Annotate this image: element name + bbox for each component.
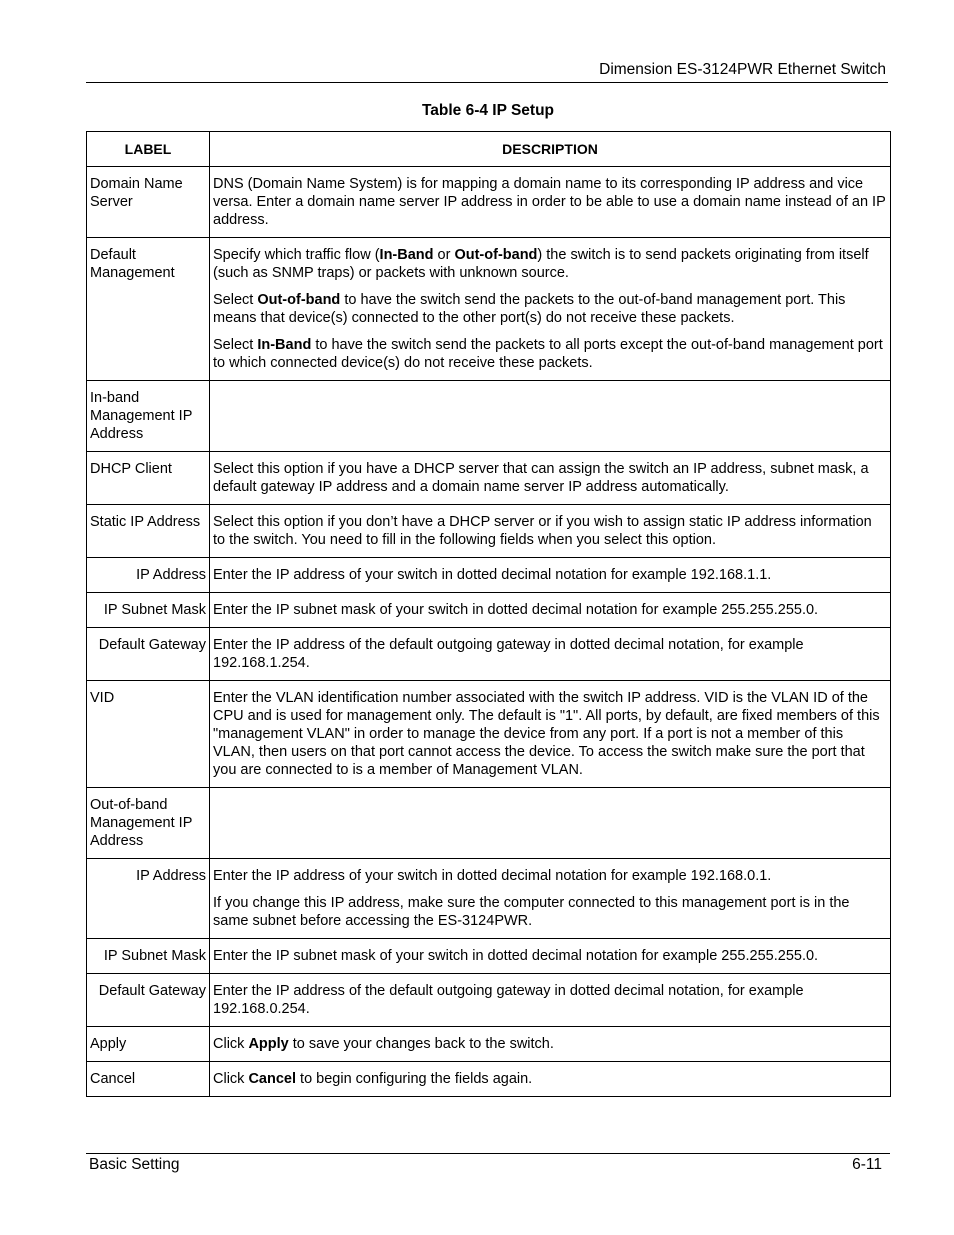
bold-term: Apply [248,1036,289,1052]
row-label: Default Management [87,238,210,381]
description-column-header: DESCRIPTION [210,132,891,167]
description-text: ) the switch is to send packets originating from itself (such as SNMP traps) or packets with unknown source. [213,247,869,281]
row-description [210,452,891,505]
page-header [86,60,888,83]
table-row [87,974,891,1027]
table-row [87,939,891,974]
bold-term: Cancel [248,1071,297,1087]
row-description [210,939,891,974]
description-text: Select this option if you don’t have a DHCP server or if you wish to assign static IP address information to the switch. You need to fill in the following fields when you select this option. [213,514,872,548]
row-description [210,974,891,1027]
description-text: Enter the IP address of the default outgoing gateway in dotted decimal notation, for example 192.168.0.254. [213,983,804,1017]
row-label: Domain Name Server [87,167,210,238]
row-label: IP Subnet Mask [87,939,210,974]
row-label: DHCP Client [87,452,210,505]
table-row [87,238,891,381]
row-label: In-band Management IP Address [87,381,210,452]
description-text: Enter the IP subnet mask of your switch in dotted decimal notation for example 255.255.255.0. [213,602,819,618]
table-row [87,1027,891,1062]
table-header-row [87,132,891,167]
description-paragraph [213,689,886,779]
table-row [87,167,891,238]
description-text: Enter the IP address of the default outgoing gateway in dotted decimal notation, for example 192.168.1.254. [213,637,804,671]
description-paragraph [213,601,886,619]
bold-term: Out-of-band [454,247,538,263]
description-paragraph [213,1070,886,1088]
description-paragraph [213,894,886,930]
table-body [87,167,891,1097]
label-column-header: LABEL [87,132,210,167]
description-text: to save your changes back to the switch. [288,1036,554,1052]
row-description [210,505,891,558]
row-description [210,167,891,238]
description-paragraph [213,175,886,229]
row-description [210,788,891,859]
row-label: Out-of-band Management IP Address [87,788,210,859]
description-text: to have the switch send the packets to all ports except the out-of-band management port to which connected device(s) do not receive these packets. [213,337,883,371]
description-paragraph [213,513,886,549]
description-text: DNS (Domain Name System) is for mapping a domain name to its corresponding IP address and vice versa. Enter a domain name server IP address in order to be able to use a domain name instead of an IP address. [213,176,886,228]
footer-section: Basic Setting [89,1156,180,1173]
description-text: Click [213,1036,249,1052]
page-number: 6-11 [852,1156,882,1173]
row-description [210,238,891,381]
page-footer [86,1153,890,1173]
row-description [210,593,891,628]
description-text: or [433,247,455,263]
table-row [87,505,891,558]
table-caption: Table 6-4 IP Setup [421,102,555,119]
description-paragraph [213,336,886,372]
row-description [210,1027,891,1062]
row-label: Static IP Address [87,505,210,558]
description-paragraph [213,867,886,885]
table-row [87,628,891,681]
description-text: Enter the IP subnet mask of your switch in dotted decimal notation for example 255.255.255.0. [213,948,819,964]
header-title: Dimension ES-3124PWR Ethernet Switch [599,61,886,78]
description-paragraph [213,460,886,496]
row-description [210,628,891,681]
row-label: Default Gateway [87,628,210,681]
table-row [87,452,891,505]
row-label: Cancel [87,1062,210,1097]
description-paragraph [213,246,886,282]
description-paragraph [213,982,886,1018]
bold-term: Out-of-band [257,292,341,308]
row-label: IP Address [87,859,210,939]
row-label: Default Gateway [87,974,210,1027]
table-row [87,593,891,628]
description-text: Specify which traffic flow ( [213,247,380,263]
row-label: VID [87,681,210,788]
description-paragraph [213,947,886,965]
row-description [210,558,891,593]
description-paragraph [213,1035,886,1053]
row-label: IP Address [87,558,210,593]
row-label: IP Subnet Mask [87,593,210,628]
ip-setup-table [86,131,891,1097]
description-text: If you change this IP address, make sure the computer connected to this management port is in the same subnet before accessing the ES-3124PWR. [213,895,850,929]
description-text: Select [213,292,258,308]
row-description [210,1062,891,1097]
bold-term: In-Band [257,337,312,353]
description-text: Enter the VLAN identification number associated with the switch IP address. VID is the VLAN ID of the CPU and is used for management only. The default is "1". All ports, by default, are fixed members of this "management VLAN" in order to manage the device from any port. If a port is not a member of this VLAN, then users on that port cannot access the device. To access the switch make sure the port that you are connected to is a member of Management VLAN. [213,690,880,778]
description-text: to have the switch send the packets to the out-of-band management port. This means that device(s) connected to the other port(s) do not receive these packets. [213,292,846,326]
description-text: Select [213,337,258,353]
description-text: to begin configuring the fields again. [296,1071,533,1087]
description-text: Click [213,1071,249,1087]
row-description [210,681,891,788]
description-text: Enter the IP address of your switch in dotted decimal notation for example 192.168.0.1. [213,868,772,884]
description-paragraph [213,636,886,672]
table-row [87,681,891,788]
description-paragraph [213,566,886,584]
table-row [87,859,891,939]
row-description [210,859,891,939]
bold-term: In-Band [379,247,434,263]
table-row [87,381,891,452]
row-label: Apply [87,1027,210,1062]
table-row [87,558,891,593]
description-text: Enter the IP address of your switch in dotted decimal notation for example 192.168.1.1. [213,567,772,583]
description-text: Select this option if you have a DHCP server that can assign the switch an IP address, subnet mask, a default gateway IP address and a domain name server IP address automatically. [213,461,869,495]
description-paragraph [213,291,886,327]
row-description [210,381,891,452]
table-row [87,788,891,859]
table-row [87,1062,891,1097]
